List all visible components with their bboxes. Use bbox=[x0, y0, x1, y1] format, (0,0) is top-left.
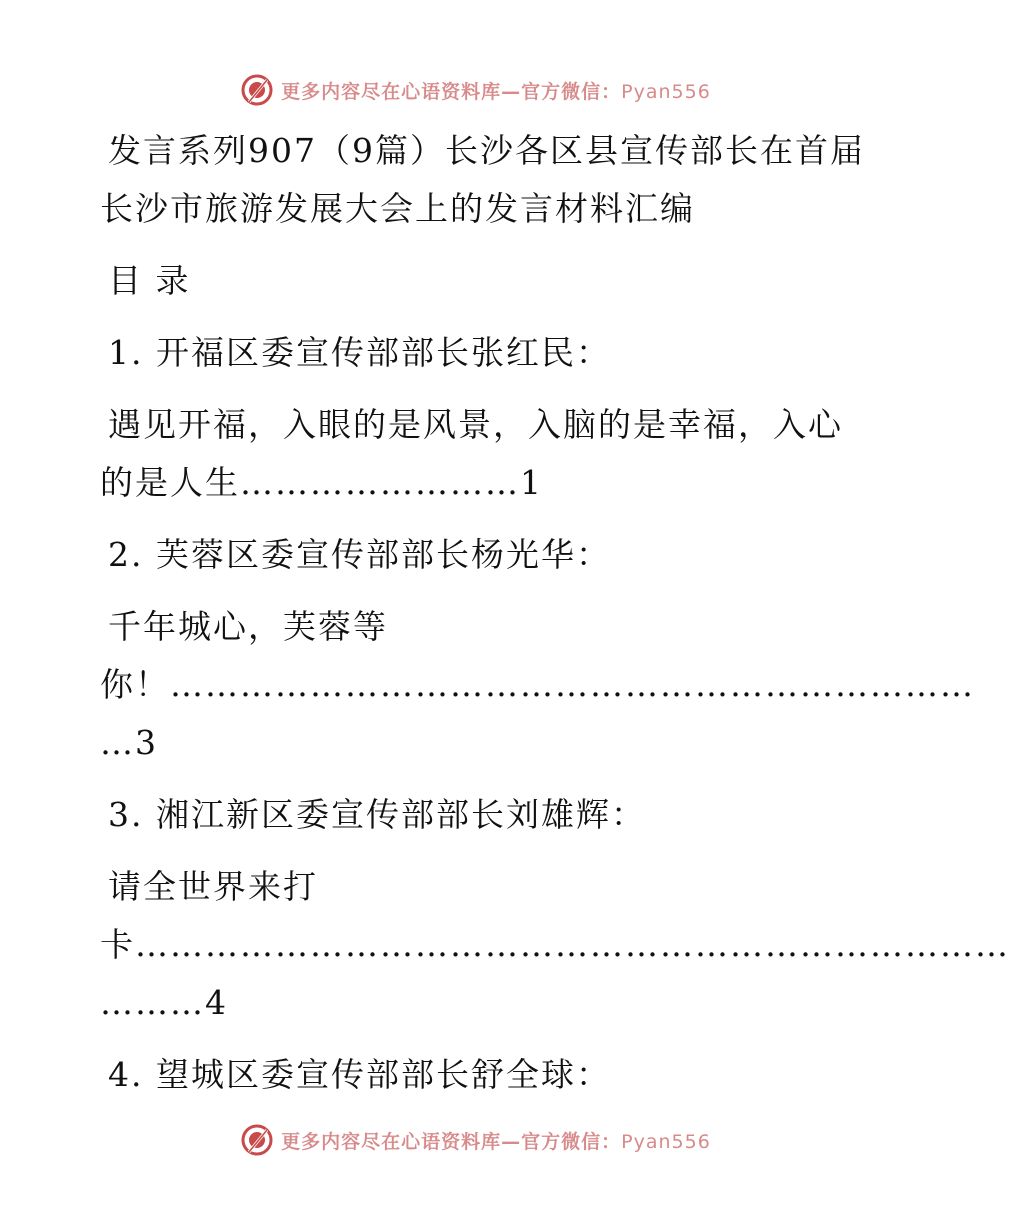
watermark-header bbox=[0, 70, 950, 110]
watermark-text: 更多内容尽在心语资料库—官方微信：Pyan556 bbox=[281, 80, 711, 103]
toc-entry-2-heading: 2. 芙蓉区委宣传部部长杨光华： bbox=[108, 535, 611, 574]
toc-entry-3-line-2: 卡………………………………………………………………… bbox=[100, 925, 1010, 964]
toc-entry-2-line-3: …3 bbox=[100, 723, 158, 762]
toc-entry-3-line-1: 请全世界来打 bbox=[108, 867, 318, 906]
pen-logo-icon bbox=[239, 1122, 275, 1158]
watermark-footer bbox=[0, 1120, 950, 1160]
toc-entry-2-line-1: 千年城心，芙蓉等 bbox=[108, 607, 388, 646]
toc-entry-3-heading: 3. 湘江新区委宣传部部长刘雄辉： bbox=[108, 795, 646, 834]
toc-entry-1-line-1: 遇见开福，入眼的是风景，入脑的是幸福，入心 bbox=[108, 405, 843, 444]
toc-heading: 目 录 bbox=[108, 261, 191, 300]
watermark-text: 更多内容尽在心语资料库—官方微信：Pyan556 bbox=[281, 1130, 711, 1153]
toc-entry-2-line-2: 你！…………………………………………………………… bbox=[100, 665, 975, 704]
document-title-line-1: 发言系列907（9篇）长沙各区县宣传部长在首届 bbox=[108, 131, 865, 170]
pen-logo-icon bbox=[239, 72, 275, 108]
document-body bbox=[100, 122, 1010, 1104]
toc-entry-1-heading: 1. 开福区委宣传部部长张红民： bbox=[108, 333, 611, 372]
document-title-line-2: 长沙市旅游发展大会上的发言材料汇编 bbox=[100, 189, 695, 228]
toc-entry-4-heading: 4. 望城区委宣传部部长舒全球： bbox=[108, 1055, 611, 1094]
toc-entry-3-line-3: ………4 bbox=[100, 983, 228, 1022]
toc-entry-1-line-2: 的是人生……………………1 bbox=[100, 463, 543, 502]
